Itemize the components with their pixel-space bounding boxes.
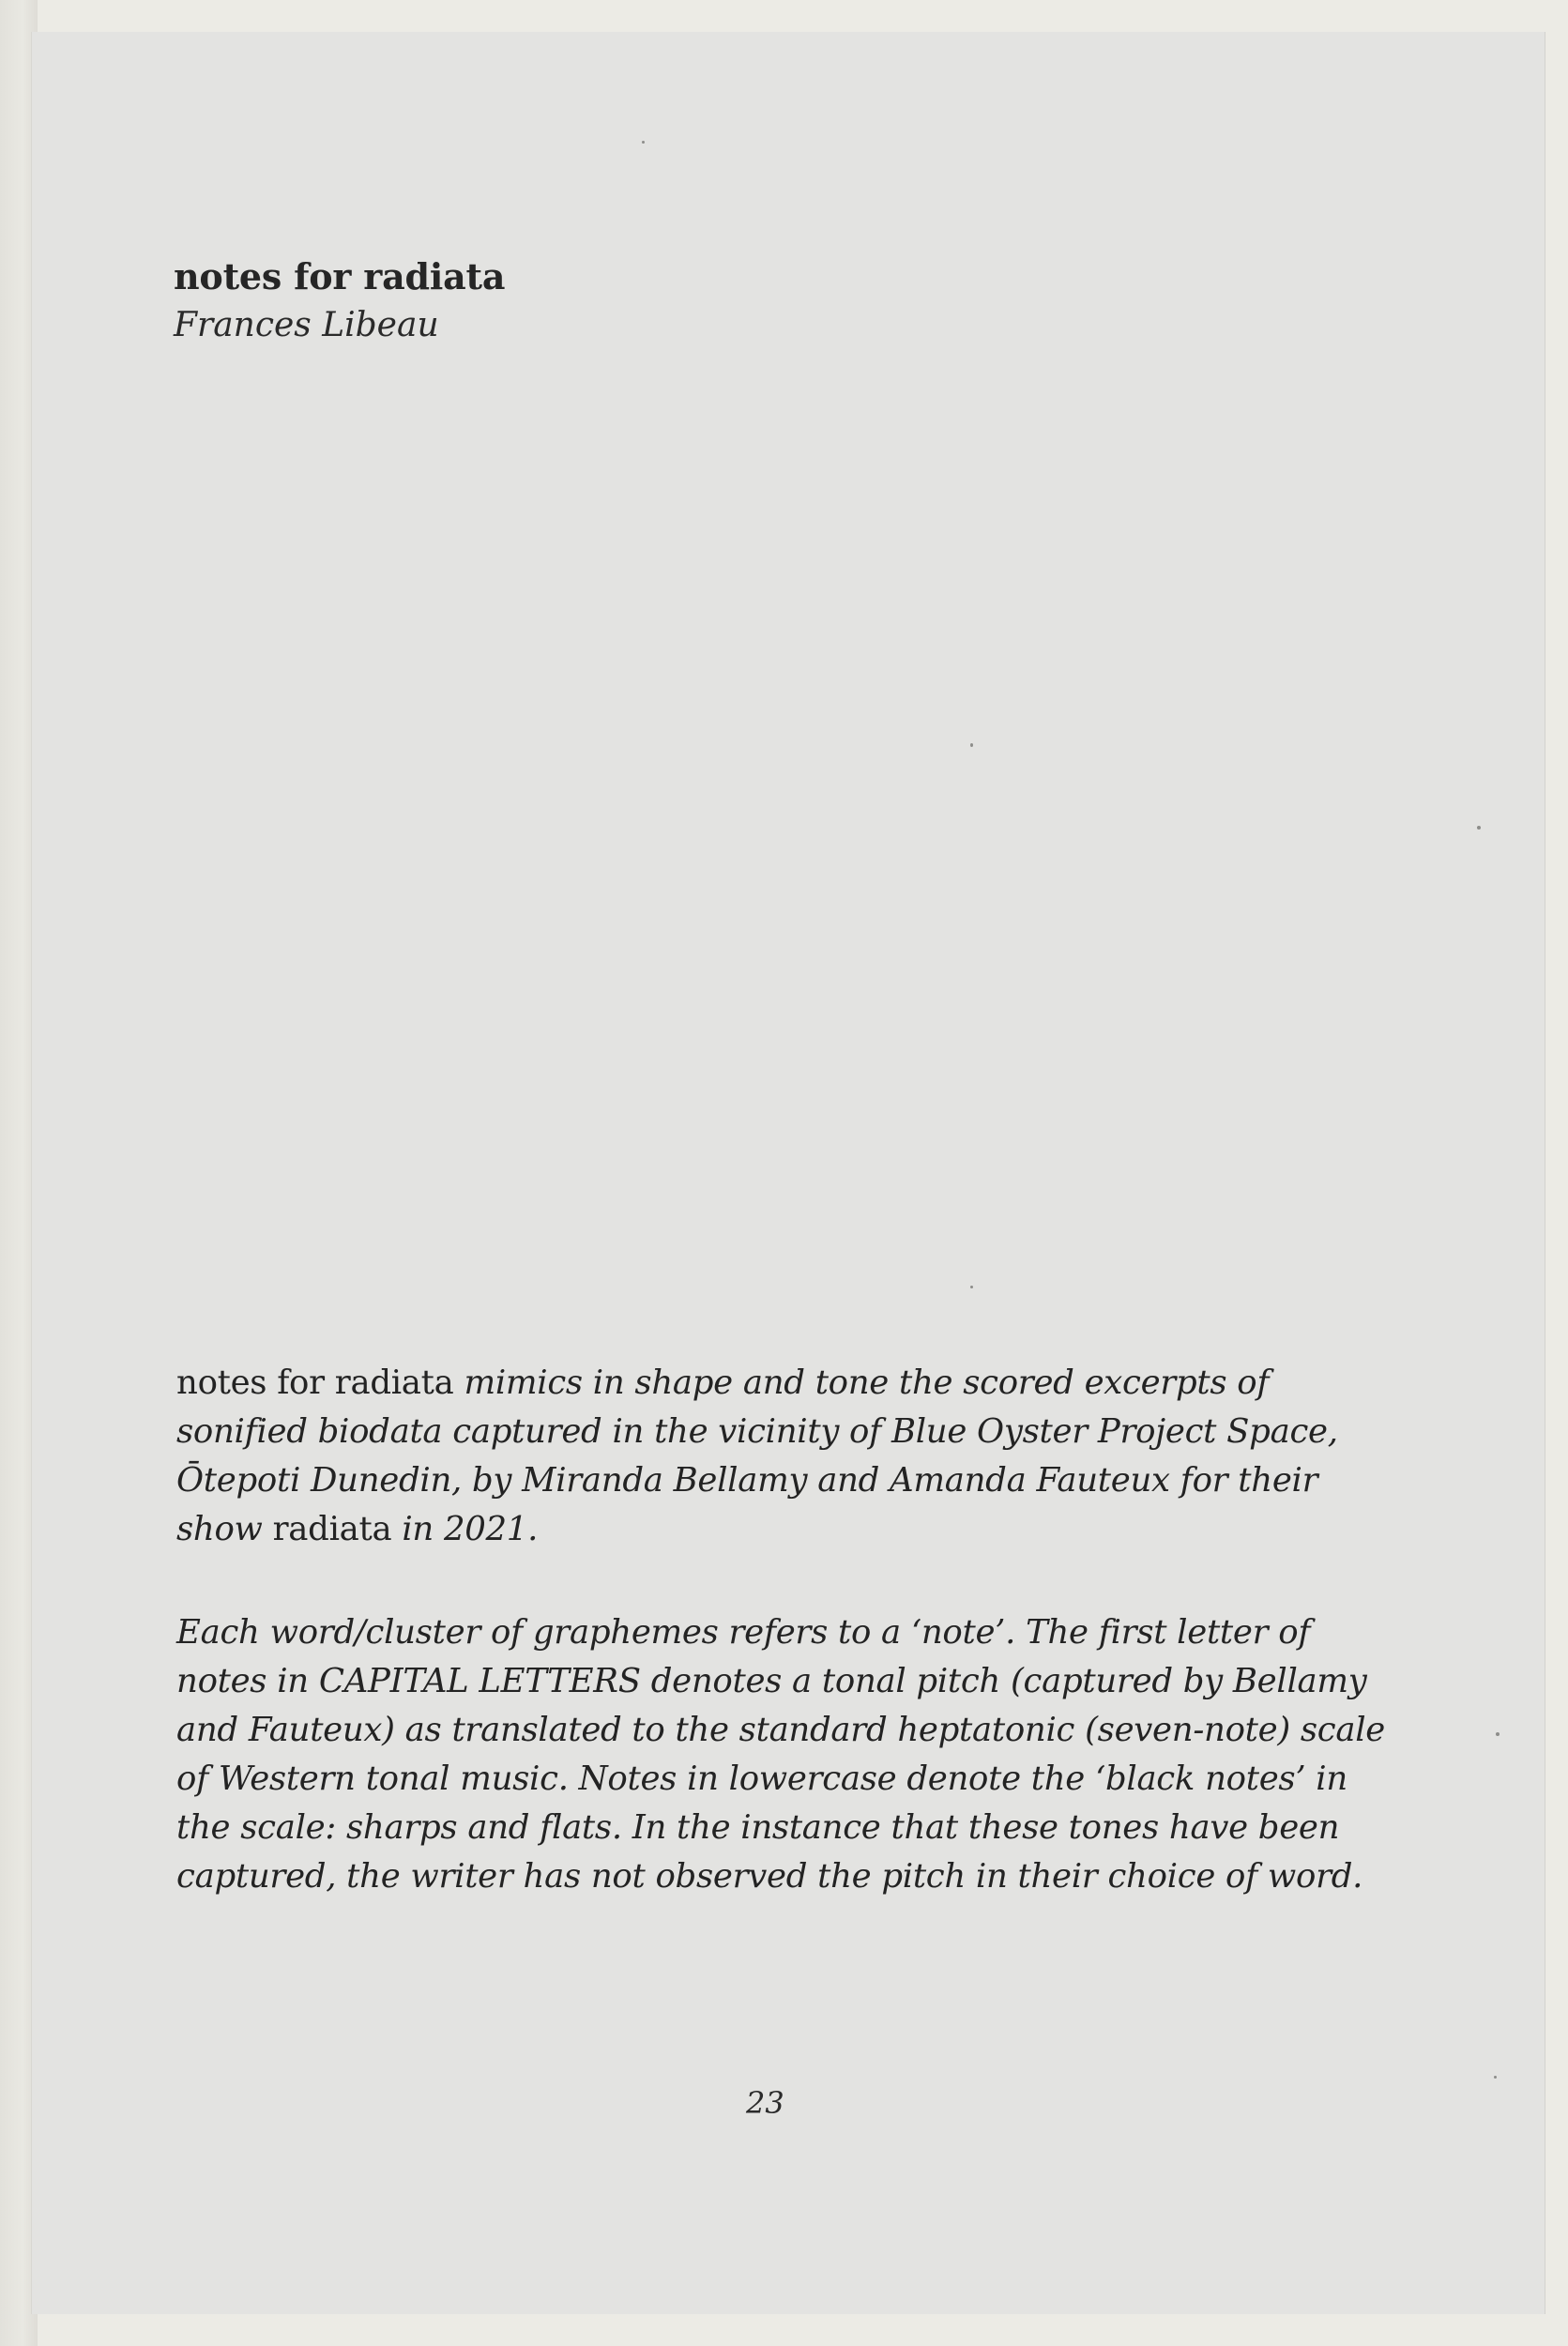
intro-text: mimics in shape and tone the scored excerpts of sonified biodata captured in the vicinity of Blue Oyster Project Space, Ōtepoti Dunedin, by Miranda Bellamy and Amanda Fauteux for their show — [176, 1363, 1338, 1548]
paper-speck — [1494, 2076, 1497, 2079]
page-title: notes for radiata — [174, 255, 506, 297]
show-title-reference: radiata — [272, 1510, 392, 1548]
paper-speck — [1496, 1732, 1499, 1736]
paper-speck — [970, 743, 973, 747]
paper-speck — [970, 1286, 973, 1288]
paper-speck — [642, 141, 645, 144]
intro-text-end: in 2021. — [391, 1510, 539, 1548]
book-page — [32, 32, 1545, 2314]
intro-paragraph — [176, 1359, 1406, 1554]
explanation-paragraph: Each word/cluster of graphemes refers to a ‘note’. The first letter of notes in CAPITAL LETTERS denotes a tonal pitch (captured by Bellamy and Fauteux) as translated to the standard heptatonic (seven-note) scale of Western tonal music. Notes in lowercase denote the ‘black notes’ in the scale: sharps and flats. In the instance that these tones have been captured, the writer has not observed the pitch in their choice of word. — [176, 1613, 1385, 1896]
paper-speck — [1477, 826, 1481, 830]
page-number: 23 — [746, 2085, 784, 2121]
author-name: Frances Libeau — [174, 306, 439, 344]
work-title-reference: notes for radiata — [176, 1363, 454, 1402]
